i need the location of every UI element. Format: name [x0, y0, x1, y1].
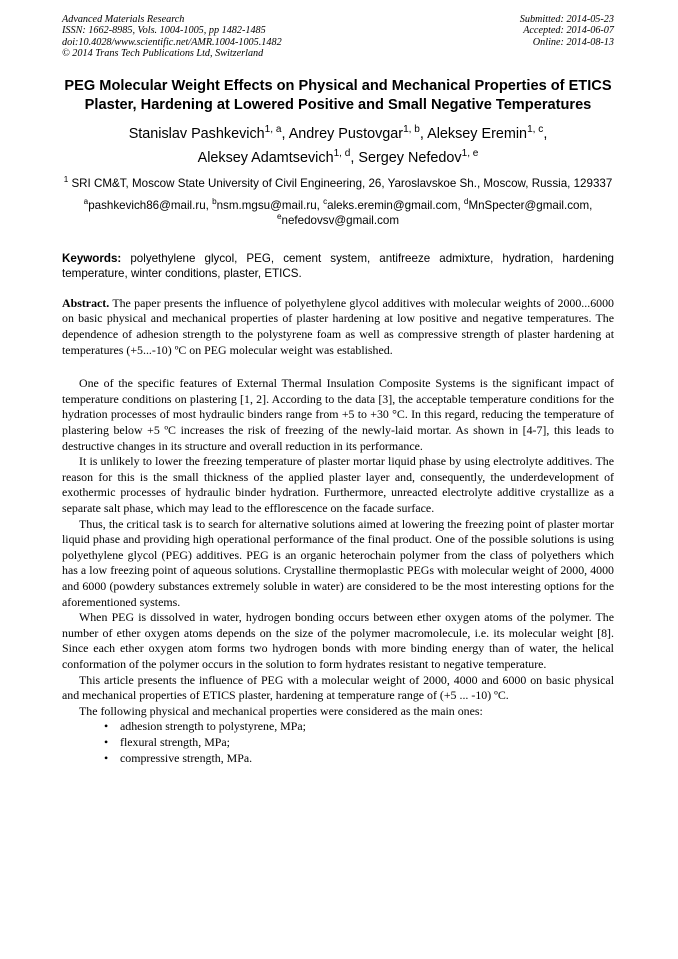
email-link[interactable]: nsm.mgsu@mail.ru,	[216, 198, 324, 212]
journal-info	[62, 14, 282, 59]
abstract	[62, 296, 614, 358]
online-date: Online: 2014-08-13	[532, 36, 614, 48]
journal-name: Advanced Materials Research	[62, 14, 185, 25]
keywords-text: polyethylene glycol, PEG, cement system, antifreeze admixture, hydration, hardening temperature, winter conditions, plaster, ETICS.	[62, 251, 614, 281]
list-item: • compressive strength, MPa.	[104, 751, 614, 767]
list-item: • adhesion strength to polystyrene, MPa;	[104, 719, 614, 735]
keywords	[62, 251, 614, 282]
email-link[interactable]: MnSpecter@gmail.com,	[468, 198, 593, 212]
journal-issn: ISSN: 1662-8985, Vols. 1004-1005, pp 1482-1485	[62, 25, 266, 37]
author-sup: 1, e	[461, 148, 479, 160]
author-sup: 1, d	[333, 148, 351, 160]
paper-title: PEG Molecular Weight Effects on Physical and Mechanical Properties of ETICS Plaster, Hardening at Lowered Positive and Small Negative Temperatures	[64, 78, 612, 113]
author-name: Stanislav Pashkevich	[128, 126, 265, 143]
submitted-date: Submitted: 2014-05-23	[519, 14, 614, 25]
author-sup: 1, a	[264, 124, 282, 136]
author-sup: 1, b	[403, 124, 420, 136]
author-sup: 1, c	[527, 124, 544, 136]
journal-header	[62, 14, 614, 59]
author-name: Aleksey Adamtsevich	[197, 150, 334, 167]
author-line-1: Stanislav Pashkevich$^{1, a}$, Andrey Pustovgar$^{1, b}$, Aleksey Eremin$^{1, c}$,	[128, 124, 548, 143]
author-name: Aleksey Eremin	[427, 126, 528, 143]
keywords-label: Keywords:	[62, 251, 122, 265]
author-name: Andrey Pustovgar	[288, 126, 404, 143]
author-emails: $^a$pashkevich86@mail.ru, $^b$nsm.mgsu@mail.ru, $^c$aleks.eremin@gmail.com, $^d$MnSpecter@gmail.com, $^e$nefedovsv@gmail.com	[83, 197, 593, 228]
abstract-label: Abstract.	[62, 295, 110, 310]
body-paragraph: Thus, the critical task is to search for alternative solutions aimed at lowering the freezing point of plaster mortar liquid phase and providing high operational performance of the final product. One of the possible solutions is using polyethylene glycol (PEG) additives. PEG is an organic heterochain polymer from the class of polyethers which has a low freezing point of aqueous solutions. Crystalline thermoplastic PEGs with molecular weight of 2000, 4000 and 6000 (powdery substances extremely soluble in water) are considered to be the most interesting options for the aforementioned systems.	[62, 516, 614, 609]
email-link[interactable]: nefedovsv@gmail.com	[281, 214, 399, 228]
list-item: • flexural strength, MPa;	[104, 735, 614, 751]
affiliation	[62, 176, 614, 192]
property-list	[62, 719, 614, 766]
author-line-2: Aleksey Adamtsevich$^{1, d}$, Sergey Nefedov$^{1, e}$	[197, 148, 479, 167]
abstract-text: The paper presents the influence of polyethylene glycol additives with molecular weights of 2000...6000 on basic physical and mechanical properties of plaster hardening at low positive and negative temperatures. The dependence of adhesion strength to the polystyrene foam as well as compressive strength of plaster hardening at temperatures (+5...-10) ºC on PEG molecular weight was established.	[62, 295, 614, 357]
body-paragraph: When PEG is dissolved in water, hydrogen bonding occurs between ether oxygen atoms of the polymer. The number of ether oxygen atoms depends on the size of the polymer macromolecule, i.e. its molecular weight [8]. Since each ether oxygen atom forms two hydrogen bonds with more binding energy than of water, the helical conformation of the polymer occurs in the solution to form hydrates resistant to negative temperature.	[62, 610, 614, 671]
affiliation-text: SRI CM&T, Moscow State University of Civil Engineering, 26, Yaroslavskoe Sh., Moscow, Russia, 129337	[71, 177, 613, 191]
body-paragraph: This article presents the influence of PEG with a molecular weight of 2000, 4000 and 6000 on basic physical and mechanical properties of ETICS plaster, hardening at temperature range of (+5 ... -10) ºC.	[62, 672, 614, 703]
author-list	[62, 122, 614, 170]
author-name: Sergey Nefedov	[358, 150, 462, 167]
affiliation-sup: 1	[63, 175, 69, 185]
email-link[interactable]: pashkevich86@mail.ru,	[88, 198, 213, 212]
journal-copyright: © 2014 Trans Tech Publications Ltd, Switzerland	[62, 47, 264, 59]
body-paragraph: The following physical and mechanical properties were considered as the main ones:	[79, 703, 483, 718]
accepted-date: Accepted: 2014-06-07	[523, 25, 614, 37]
body-paragraph: One of the specific features of External Thermal Insulation Composite Systems is the significant impact of temperature conditions on plastering [1, 2]. According to the data [3], the acceptable temperature conditions for the hydration processes of most hydraulic binders range from +5 to +30 °C. In this regard, reducing the temperature of plastering below +5 ºC increases the risk of freezing of the newly-laid mortar. As shown in [4-7], this leads to destructive changes in its structure and overall reduction in its performance.	[62, 376, 614, 453]
journal-doi: doi:10.4028/www.scientific.net/AMR.1004-1005.1482	[62, 36, 282, 48]
submission-dates	[520, 14, 614, 59]
paper-page	[62, 14, 614, 766]
email-link[interactable]: aleks.eremin@gmail.com,	[327, 198, 464, 212]
body-paragraph: It is unlikely to lower the freezing temperature of plaster mortar liquid phase by using electrolyte additives. The reason for this is the small thickness of the applied plaster layer and, consequently, the underdevelopment of exothermic processes of hydraulic binder hydration. Furthermore, unreacted electrolyte additive crystallize as a separate salt phase, which may lead to the efflorescence on the facade surface.	[62, 454, 614, 515]
